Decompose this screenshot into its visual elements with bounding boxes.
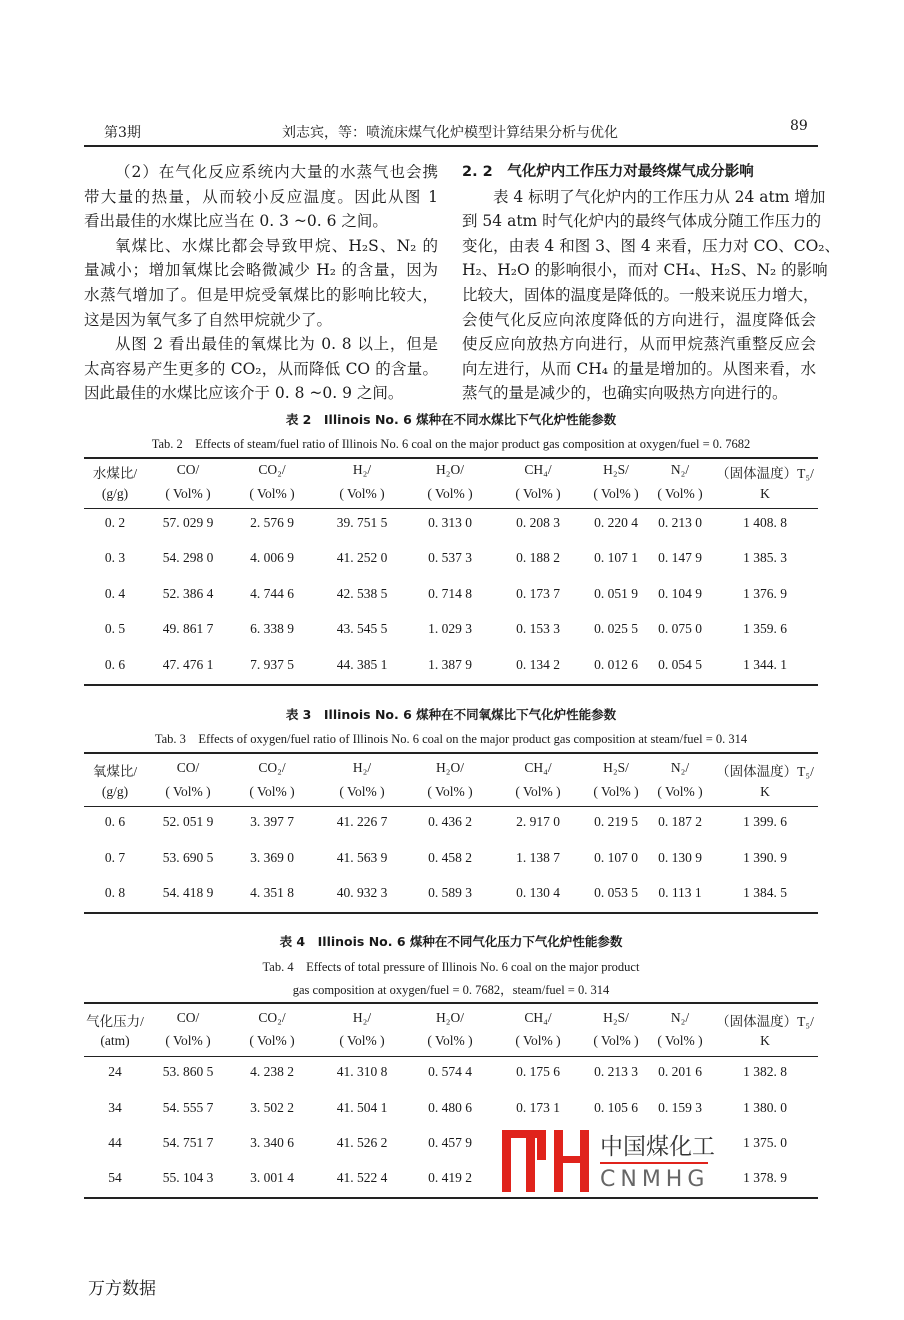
table-cell: 0. 188 2	[516, 550, 560, 565]
table-cell: 7. 937 5	[250, 657, 294, 672]
table-cell: 0. 8	[104, 885, 126, 900]
table-cell: 47. 476 1	[162, 657, 214, 672]
table-cell: 0. 113 1	[658, 885, 702, 900]
table-cell: 3. 001 4	[250, 1170, 294, 1185]
text-line: （2）在气化反应系统内大量的水蒸气也会携	[115, 163, 438, 181]
table-header-cell: （固体温度）T₅/	[716, 764, 814, 779]
table-cell: 3. 369 0	[250, 850, 294, 865]
table-cell: 0. 107 0	[594, 850, 638, 865]
table-cell: 0. 6	[104, 657, 126, 672]
table-header-cell: CH₄/	[524, 760, 552, 775]
table-bottom-rule	[84, 1197, 818, 1199]
table-cell: 0. 025 5	[594, 621, 638, 636]
table-header-cell: ( Vol% )	[339, 486, 385, 501]
table-cell: 1 344. 1	[743, 657, 787, 672]
text-line: 向左进行，从而 CH₄ 的量是增加的。从图来看，水	[462, 359, 816, 378]
table-header-cell: H₂O/	[436, 760, 464, 775]
table-cell: 0. 480 6	[428, 1100, 472, 1115]
table-cell: 1 382. 8	[743, 1064, 787, 1079]
table-cell: 0. 012 6	[594, 657, 638, 672]
running-title: 刘志宾，等：喷流床煤气化炉模型计算结果分析与优化	[282, 125, 618, 141]
section-heading: 2. 2 气化炉内工作压力对最终煤气成分影响	[462, 164, 754, 180]
table-cell: 0. 537 3	[428, 550, 472, 565]
table-header-cell: ( Vol% )	[427, 784, 473, 799]
table-header-cell: 水煤比/	[92, 466, 138, 481]
table-header-cell: ( Vol% )	[515, 784, 561, 799]
table-cell: 40. 932 3	[336, 885, 388, 900]
text-line: 带大量的热量，从而较小反应温度。因此从图 1	[84, 187, 438, 206]
table-cell: 1 378. 9	[743, 1170, 787, 1185]
table-cell: 0. 574 4	[428, 1064, 472, 1079]
table-cell: 3. 502 2	[250, 1100, 294, 1115]
text-line: 水蒸气增加了。但是甲烷受氧煤比的影响比较大，	[84, 286, 438, 304]
table-header-cell: H₂O/	[436, 1010, 464, 1025]
table-title: 表 3 Illinois No. 6 煤种在不同氧煤比下气化炉性能参数	[285, 707, 617, 722]
table-header-cell: CO₂/	[258, 462, 286, 477]
table-cell: 41. 526 2	[336, 1135, 388, 1150]
table-header-cell: ( Vol% )	[593, 784, 639, 799]
table-cell: 0. 3	[104, 550, 126, 565]
table-header-cell: ( Vol% )	[657, 1033, 703, 1048]
table-cell: 0. 075 0	[658, 621, 702, 636]
table-header-cell: H₂S/	[603, 1010, 629, 1025]
table-header-cell: ( Vol% )	[165, 784, 211, 799]
page-number: 89	[790, 118, 808, 134]
table-cell: 52. 051 9	[162, 814, 214, 829]
table-cell: 1. 029 3	[428, 621, 472, 636]
table-header-cell: N₂/	[670, 462, 690, 477]
table-header-cell: ( Vol% )	[249, 1033, 295, 1048]
table-cell: 0. 107 1	[594, 550, 638, 565]
table-cell: 54	[108, 1170, 122, 1185]
table-cell: 0. 130 9	[658, 850, 702, 865]
table-cell: 0. 458 2	[428, 850, 472, 865]
table-cell: 53. 860 5	[162, 1064, 214, 1079]
table-cell: 0. 054 5	[658, 657, 702, 672]
table-cell: 4. 238 2	[250, 1064, 294, 1079]
table-header-cell: ( Vol% )	[515, 486, 561, 501]
table-header-cell: K	[760, 1033, 770, 1048]
table-cell: 0. 051 9	[594, 586, 638, 601]
table-header-cell: ( Vol% )	[249, 784, 295, 799]
table-cell: 41. 310 8	[336, 1064, 388, 1079]
table-cell: 54. 555 7	[162, 1100, 214, 1115]
table-header-cell: ( Vol% )	[165, 1033, 211, 1048]
table-cell: 0. 419 2	[428, 1170, 472, 1185]
table-header-cell: CO₂/	[258, 760, 286, 775]
table-cell: 0. 213 0	[658, 515, 702, 530]
table-cell: 0. 7	[104, 850, 126, 865]
table-header-cell: ( Vol% )	[427, 1033, 473, 1048]
table-header-cell: H₂S/	[603, 760, 629, 775]
table-cell: 0. 105 6	[594, 1100, 638, 1115]
table-header-cell: CO/	[176, 760, 200, 775]
text-line: 因此最佳的水煤比应该介于 0. 8 ~0. 9 之间。	[84, 384, 404, 403]
table-header-cell: ( Vol% )	[165, 486, 211, 501]
table-cell: 1 390. 9	[743, 850, 787, 865]
table-cell: 1 384. 5	[743, 885, 787, 900]
table-cell: 0. 457 9	[428, 1135, 472, 1150]
table-cell: 0. 130 4	[516, 885, 560, 900]
table-cell: 54. 418 9	[162, 885, 214, 900]
table-cell: 1. 387 9	[428, 657, 472, 672]
table-cell: 0. 4	[104, 586, 126, 601]
table-cell: 54. 298 0	[162, 550, 214, 565]
table-cell: 2. 576 9	[250, 515, 294, 530]
table-cell: 0. 220 4	[594, 515, 638, 530]
text-line: 蒸气的量是减少的，也确实向吸热方向进行的。	[462, 384, 788, 403]
header-rule	[84, 145, 818, 147]
table-header-cell: （固体温度）T₅/	[716, 466, 814, 481]
table-header-cell: ( Vol% )	[249, 486, 295, 501]
table-cell: 41. 252 0	[336, 550, 388, 565]
table-title: 表 2 Illinois No. 6 煤种在不同水煤比下气化炉性能参数	[285, 412, 617, 427]
footer-source: 万方数据	[88, 1279, 156, 1299]
table-cell: 55. 104 3	[162, 1170, 214, 1185]
table-caption: Tab. 3 Effects of oxygen/fuel ratio of Illinois No. 6 coal on the major product gas composition at steam/fuel = 0. 314	[154, 732, 748, 746]
table-header-cell: H₂/	[352, 1010, 372, 1025]
text-line: 太高容易产生更多的 CO₂，从而降低 CO 的含量。	[84, 359, 438, 378]
issue-number: 第3期	[104, 125, 141, 141]
table-cell: 4. 744 6	[250, 586, 294, 601]
svg-text:CNMHG: CNMHG	[600, 1167, 710, 1192]
table-cell: 41. 504 1	[336, 1100, 388, 1115]
table-caption: Tab. 2 Effects of steam/fuel ratio of Illinois No. 6 coal on the major product gas composition at oxygen/fuel = 0. 7682	[151, 437, 751, 451]
table-cell: 6. 338 9	[250, 621, 294, 636]
table-header-cell: N₂/	[670, 760, 690, 775]
table-top-rule	[84, 752, 818, 754]
table-header-cell: ( Vol% )	[593, 486, 639, 501]
table-cell: 24	[108, 1064, 122, 1079]
table-cell: 44	[108, 1135, 122, 1150]
table-cell: 1 399. 6	[743, 814, 787, 829]
table-header-cell: N₂/	[670, 1010, 690, 1025]
table-cell: 0. 147 9	[658, 550, 702, 565]
table-cell: 0. 213 3	[594, 1064, 638, 1079]
text-line: 这是因为氧气多了自然甲烷就少了。	[84, 310, 333, 329]
table-cell: 0. 053 5	[594, 885, 638, 900]
table-header-cell: （固体温度）T₅/	[716, 1014, 814, 1029]
table-cell: 52. 386 4	[162, 586, 214, 601]
table-header-cell: CO/	[176, 462, 200, 477]
table-cell: 0. 173 1	[516, 1100, 560, 1115]
table-cell: 1 408. 8	[743, 515, 787, 530]
watermark-logo	[502, 1128, 720, 1192]
table-title: 表 4 Illinois No. 6 煤种在不同气化压力下气化炉性能参数	[279, 934, 623, 949]
table-cell: 44. 385 1	[336, 657, 388, 672]
text-line: 表 4 标明了气化炉内的工作压力从 24 atm 增加	[493, 187, 826, 206]
table-header-cell: 氧煤比/	[92, 764, 138, 779]
table-cell: 0. 313 0	[428, 515, 472, 530]
table-cell: 57. 029 9	[162, 515, 214, 530]
svg-text:中国煤化工: 中国煤化工	[600, 1134, 715, 1160]
table-header-cell: ( Vol% )	[339, 1033, 385, 1048]
table-cell: 0. 187 2	[658, 814, 702, 829]
table-cell: 0. 134 2	[516, 657, 560, 672]
table-cell: 42. 538 5	[336, 586, 388, 601]
table-cell: 0. 201 6	[658, 1064, 702, 1079]
table-header-cell: ( Vol% )	[515, 1033, 561, 1048]
table-cell: 41. 563 9	[336, 850, 388, 865]
table-header-cell: CO/	[176, 1010, 200, 1025]
table-cell: 1 376. 9	[743, 586, 787, 601]
table-cell: 0. 175 6	[516, 1064, 560, 1079]
table-header-rule	[84, 1056, 818, 1057]
table-header-cell: H₂S/	[603, 462, 629, 477]
table-caption: gas composition at oxygen/fuel = 0. 7682，steam/fuel = 0. 314	[292, 983, 610, 997]
table-cell: 1 385. 3	[743, 550, 787, 565]
table-caption: Tab. 4 Effects of total pressure of Illinois No. 6 coal on the major product	[262, 960, 640, 974]
table-cell: 39. 751 5	[336, 515, 388, 530]
table-cell: 0. 153 3	[516, 621, 560, 636]
table-header-cell: H₂/	[352, 760, 372, 775]
table-cell: 0. 2	[104, 515, 126, 530]
table-header-cell: K	[760, 784, 770, 799]
table-header-cell: ( Vol% )	[657, 784, 703, 799]
table-cell: 0. 6	[104, 814, 126, 829]
table-cell: 3. 340 6	[250, 1135, 294, 1150]
table-header-cell: CH₄/	[524, 462, 552, 477]
table-header-cell: (atm)	[100, 1033, 130, 1048]
table-header-cell: ( Vol% )	[427, 486, 473, 501]
table-cell: 1. 138 7	[516, 850, 560, 865]
table-cell: 34	[108, 1100, 122, 1115]
table-cell: 43. 545 5	[336, 621, 388, 636]
table-cell: 0. 159 3	[658, 1100, 702, 1115]
table-header-cell: ( Vol% )	[339, 784, 385, 799]
table-header-cell: H₂/	[352, 462, 372, 477]
table-bottom-rule	[84, 912, 818, 914]
text-line: 变化，由表 4 和图 3、图 4 来看，压力对 CO、CO₂、	[462, 236, 840, 255]
text-line: H₂、H₂O 的影响很小，而对 CH₄、H₂S、N₂ 的影响	[462, 261, 828, 280]
table-cell: 0. 436 2	[428, 814, 472, 829]
table-cell: 41. 522 4	[336, 1170, 388, 1185]
table-header-rule	[84, 806, 818, 807]
table-top-rule	[84, 457, 818, 459]
table-header-cell: (g/g)	[101, 486, 129, 501]
table-top-rule	[84, 1002, 818, 1004]
text-line: 会使气化反应向浓度降低的方向进行，温度降低会	[462, 310, 816, 329]
table-cell: 0. 219 5	[594, 814, 638, 829]
text-line: 氧煤比、水煤比都会导致甲烷、H₂S、N₂ 的	[115, 236, 438, 255]
table-header-cell: CO₂/	[258, 1010, 286, 1025]
table-cell: 0. 589 3	[428, 885, 472, 900]
text-line: 从图 2 看出最佳的氧煤比为 0. 8 以上，但是	[115, 335, 438, 354]
text-line: 看出最佳的水煤比应当在 0. 3 ~0. 6 之间。	[84, 212, 388, 231]
table-cell: 53. 690 5	[162, 850, 214, 865]
table-bottom-rule	[84, 684, 818, 686]
text-line: 使反应向放热方向进行，从而甲烷蒸汽重整反应会	[462, 335, 816, 354]
table-cell: 2. 917 0	[516, 814, 560, 829]
table-cell: 1 380. 0	[743, 1100, 787, 1115]
table-cell: 1 375. 0	[743, 1135, 787, 1150]
text-line: 量减小；增加氧煤比会略微减少 H₂ 的含量，因为	[84, 261, 438, 280]
table-cell: 49. 861 7	[162, 621, 214, 636]
table-header-cell: CH₄/	[524, 1010, 552, 1025]
table-cell: 4. 351 8	[250, 885, 294, 900]
table-cell: 0. 5	[104, 621, 126, 636]
text-line: 到 54 atm 时气化炉内的最终气体成分随工作压力的	[462, 212, 822, 231]
table-cell: 0. 104 9	[658, 586, 702, 601]
table-header-cell: ( Vol% )	[593, 1033, 639, 1048]
table-header-cell: (g/g)	[101, 784, 129, 799]
table-cell: 0. 714 8	[428, 586, 472, 601]
table-header-cell: H₂O/	[436, 462, 464, 477]
text-line: 比较大，固体的温度是降低的。一般来说压力增大，	[462, 286, 819, 304]
table-header-cell: K	[760, 486, 770, 501]
table-header-cell: 气化压力/	[86, 1014, 144, 1029]
table-cell: 1 359. 6	[743, 621, 787, 636]
table-cell: 0. 208 3	[516, 515, 560, 530]
table-cell: 54. 751 7	[162, 1135, 214, 1150]
table-cell: 4. 006 9	[250, 550, 294, 565]
table-cell: 3. 397 7	[250, 814, 294, 829]
table-header-rule	[84, 508, 818, 509]
table-header-cell: ( Vol% )	[657, 486, 703, 501]
table-cell: 0. 173 7	[516, 586, 560, 601]
table-cell: 41. 226 7	[336, 814, 388, 829]
